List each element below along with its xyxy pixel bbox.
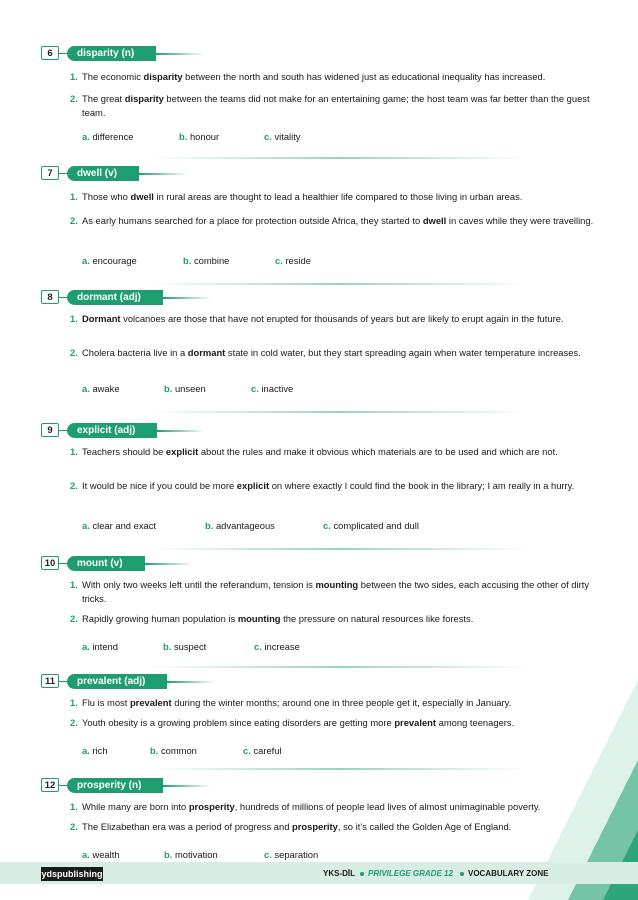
answer-option [163, 640, 206, 654]
option-text: motivation [174, 849, 218, 860]
option-letter: c. [275, 255, 283, 266]
sentence-text [70, 578, 600, 606]
example-sentence [70, 445, 600, 459]
answer-option [179, 130, 219, 144]
option-letter: a. [82, 849, 90, 860]
sentence-text [70, 820, 600, 834]
sentence-text [70, 70, 600, 84]
sentence-pre: The great [82, 93, 125, 104]
option-text: separation [274, 849, 319, 860]
vocab-entry [0, 290, 638, 394]
target-word: disparity [124, 93, 164, 104]
entry-number: 10 [41, 556, 59, 570]
sentence-text [70, 190, 600, 204]
option-letter: b. [164, 849, 173, 860]
example-sentence [70, 214, 600, 228]
target-word: explicit [165, 446, 199, 457]
target-word: prosperity [292, 821, 338, 832]
entry-term: explicit (adj) [67, 423, 157, 438]
option-letter: c. [264, 849, 272, 860]
option-text: complicated and dull [333, 520, 419, 531]
example-sentence [70, 346, 600, 360]
example-sentence [70, 578, 600, 606]
sentence-post: in rural areas are thought to lead a healthier life compared to those living in urban areas. [153, 191, 523, 202]
option-letter: b. [179, 131, 188, 142]
sentence-number: 2. [70, 215, 78, 226]
answer-option [82, 848, 120, 862]
sentence-post: , hundreds of millions of people lead lives of almost unimaginable poverty. [234, 801, 541, 812]
option-letter: c. [251, 383, 259, 394]
sentence-text [70, 612, 600, 626]
sentence-pre: Those who [82, 191, 131, 202]
option-text: encourage [92, 255, 137, 266]
option-letter: a. [82, 520, 90, 531]
sentence-post: among teenagers. [436, 717, 515, 728]
entry-term: dormant (adj) [67, 290, 163, 305]
entry-header [0, 46, 638, 62]
option-text: honour [189, 131, 220, 142]
answer-option [205, 519, 275, 533]
footer-dot [360, 872, 364, 876]
sentence-pre: Youth obesity is a growing problem since eating disorders are getting more [82, 717, 395, 728]
sentence-number: 2. [70, 821, 78, 832]
vocab-entry [0, 166, 638, 266]
target-word: disparity [143, 71, 183, 82]
sentence-pre: The Elizabethan era was a period of progress and [82, 821, 293, 832]
answer-option [254, 640, 300, 654]
sentence-text [70, 312, 600, 326]
answer-option [183, 254, 229, 268]
sentence-post: in caves while they were travelling. [446, 215, 594, 226]
sentence-post: , so it’s called the Golden Age of England. [337, 821, 512, 832]
entry-term: prevalent (adj) [67, 674, 167, 689]
entry-header [0, 556, 638, 572]
entry-separator [150, 548, 530, 550]
example-sentence [70, 612, 600, 626]
answer-option [82, 254, 137, 268]
footer-series: PRIVILEGE GRADE 12 [368, 869, 453, 878]
sentence-number: 1. [70, 579, 78, 590]
sentence-pre: Teachers should be [82, 446, 166, 457]
term-underline [139, 173, 187, 175]
term-underline [167, 681, 215, 683]
entry-separator [150, 666, 530, 668]
sentence-pre: While many are born into [82, 801, 189, 812]
sentence-text [70, 479, 600, 493]
sentence-number: 1. [70, 191, 78, 202]
option-text: unseen [174, 383, 206, 394]
entry-number: 11 [41, 674, 59, 688]
connector-line [59, 681, 67, 682]
entry-header [0, 290, 638, 306]
option-letter: c. [254, 641, 262, 652]
sentence-number: 1. [70, 71, 78, 82]
connector-line [59, 785, 67, 786]
option-text: intend [92, 641, 118, 652]
answer-option [323, 519, 419, 533]
sentence-post: about the rules and make it obvious which materials are to be used and which are not. [198, 446, 558, 457]
answer-option [82, 382, 120, 396]
option-text: vitality [274, 131, 301, 142]
target-word: dwell [130, 191, 154, 202]
example-sentence [70, 696, 600, 710]
connector-line [59, 563, 67, 564]
connector-line [59, 430, 67, 431]
connector-line [59, 53, 67, 54]
example-sentence [70, 190, 600, 204]
entry-header [0, 674, 638, 690]
entry-header [0, 423, 638, 439]
sentence-pre: Flu is most [82, 697, 130, 708]
entry-term: prosperity (n) [67, 778, 163, 793]
answer-option [82, 130, 133, 144]
answer-option [164, 848, 218, 862]
option-text: inactive [261, 383, 294, 394]
answer-option [82, 744, 108, 758]
entry-number: 12 [41, 778, 59, 792]
sentence-text [70, 696, 600, 710]
term-underline [145, 563, 193, 565]
option-letter: b. [183, 255, 192, 266]
answer-option [275, 254, 311, 268]
option-text: wealth [92, 849, 120, 860]
option-letter: a. [82, 131, 90, 142]
sentence-number: 1. [70, 446, 78, 457]
sentence-post: between the north and south has widened just as educational inequality has increased. [182, 71, 546, 82]
option-letter: a. [82, 255, 90, 266]
sentence-number: 2. [70, 347, 78, 358]
sentence-text [70, 346, 600, 360]
term-underline [157, 430, 205, 432]
term-underline [156, 53, 204, 55]
connector-line [59, 173, 67, 174]
sentence-text [70, 716, 600, 730]
answer-option [264, 130, 300, 144]
answer-option [82, 640, 118, 654]
answer-option [150, 744, 197, 758]
target-word: dwell [422, 215, 447, 226]
option-letter: b. [150, 745, 159, 756]
sentence-number: 2. [70, 93, 78, 104]
entry-header [0, 778, 638, 794]
option-letter: c. [323, 520, 331, 531]
option-text: awake [92, 383, 120, 394]
sentence-post: between the teams did not make for an entertaining game; the host team was far better than the guest team. [82, 93, 590, 118]
term-underline [163, 785, 211, 787]
sentence-pre: The economic [82, 71, 144, 82]
option-letter: c. [264, 131, 272, 142]
target-word: prosperity [188, 801, 235, 812]
entry-separator [150, 157, 530, 159]
option-letter: a. [82, 383, 90, 394]
option-letter: a. [82, 745, 90, 756]
term-underline [163, 297, 211, 299]
target-word: mounting [237, 613, 281, 624]
sentence-text [70, 214, 600, 228]
target-word: Dormant [82, 313, 121, 324]
option-letter: a. [82, 641, 90, 652]
sentence-post: on where exactly I could find the book in the library; I am really in a hurry. [269, 480, 575, 491]
answer-option [251, 382, 293, 396]
option-letter: b. [164, 383, 173, 394]
vocab-entry [0, 46, 638, 142]
sentence-post: volcanoes are those that have not erupted for thousands of years but are likely to erupt again in the future. [120, 313, 564, 324]
sentence-pre: It would be nice if you could be more [82, 480, 237, 491]
vocab-entry [0, 556, 638, 652]
option-text: suspect [173, 641, 207, 652]
entry-header [0, 166, 638, 182]
target-word: dormant [187, 347, 226, 358]
publisher-logo: ydspublishing [41, 869, 103, 879]
sentence-post: the pressure on natural resources like forests. [280, 613, 474, 624]
target-word: prevalent [394, 717, 437, 728]
connector-line [59, 297, 67, 298]
footer-dot [460, 872, 464, 876]
entry-separator [150, 411, 530, 413]
option-letter: c. [243, 745, 251, 756]
option-text: reside [285, 255, 311, 266]
example-sentence [70, 479, 600, 493]
target-word: mounting [315, 579, 359, 590]
sentence-pre: With only two weeks left until the referandum, tension is [82, 579, 316, 590]
entry-term: dwell (v) [67, 166, 139, 181]
sentence-post: during the winter months; around one in three people get it, especially in January. [171, 697, 512, 708]
answer-option [82, 519, 156, 533]
entry-number: 8 [41, 290, 59, 304]
target-word: prevalent [129, 697, 172, 708]
vocab-entry [0, 423, 638, 531]
sentence-pre: Rapidly growing human population is [82, 613, 238, 624]
entry-term: disparity (n) [67, 46, 156, 61]
sentence-text [70, 445, 600, 459]
entry-separator [150, 768, 530, 770]
answer-option [243, 744, 282, 758]
entry-number: 7 [41, 166, 59, 180]
answer-option [264, 848, 318, 862]
sentence-number: 1. [70, 697, 78, 708]
example-sentence [70, 716, 600, 730]
sentence-pre: Cholera bacteria live in a [82, 347, 188, 358]
example-sentence [70, 92, 600, 120]
entry-number: 6 [41, 46, 59, 60]
footer-section: VOCABULARY ZONE [468, 869, 549, 878]
example-sentence [70, 820, 600, 834]
sentence-number: 2. [70, 613, 78, 624]
option-text: common [160, 745, 197, 756]
sentence-number: 1. [70, 801, 78, 812]
option-text: combine [193, 255, 230, 266]
option-text: rich [92, 745, 108, 756]
sentence-text [70, 800, 600, 814]
option-letter: b. [205, 520, 214, 531]
vocab-entry [0, 778, 638, 860]
entry-number: 9 [41, 423, 59, 437]
option-text: difference [92, 131, 134, 142]
example-sentence [70, 800, 600, 814]
sentence-post: state in cold water, but they start spreading again when water temperature increases. [225, 347, 581, 358]
sentence-text [70, 92, 600, 120]
option-text: clear and exact [92, 520, 157, 531]
option-text: increase [264, 641, 300, 652]
sentence-number: 2. [70, 717, 78, 728]
footer-exam: YKS-DİL [323, 869, 355, 878]
entry-separator [150, 283, 530, 285]
option-text: advantageous [215, 520, 275, 531]
example-sentence [70, 312, 600, 326]
vocab-entry [0, 674, 638, 756]
sentence-number: 1. [70, 313, 78, 324]
sentence-pre: As early humans searched for a place for protection outside Africa, they started to [82, 215, 423, 226]
sentence-number: 2. [70, 480, 78, 491]
entry-term: mount (v) [67, 556, 145, 571]
answer-option [164, 382, 206, 396]
target-word: explicit [236, 480, 270, 491]
sentence-post: between the two sides, each accusing the other of dirty tricks. [82, 579, 590, 604]
option-letter: b. [163, 641, 172, 652]
example-sentence [70, 70, 600, 84]
option-text: careful [253, 745, 282, 756]
